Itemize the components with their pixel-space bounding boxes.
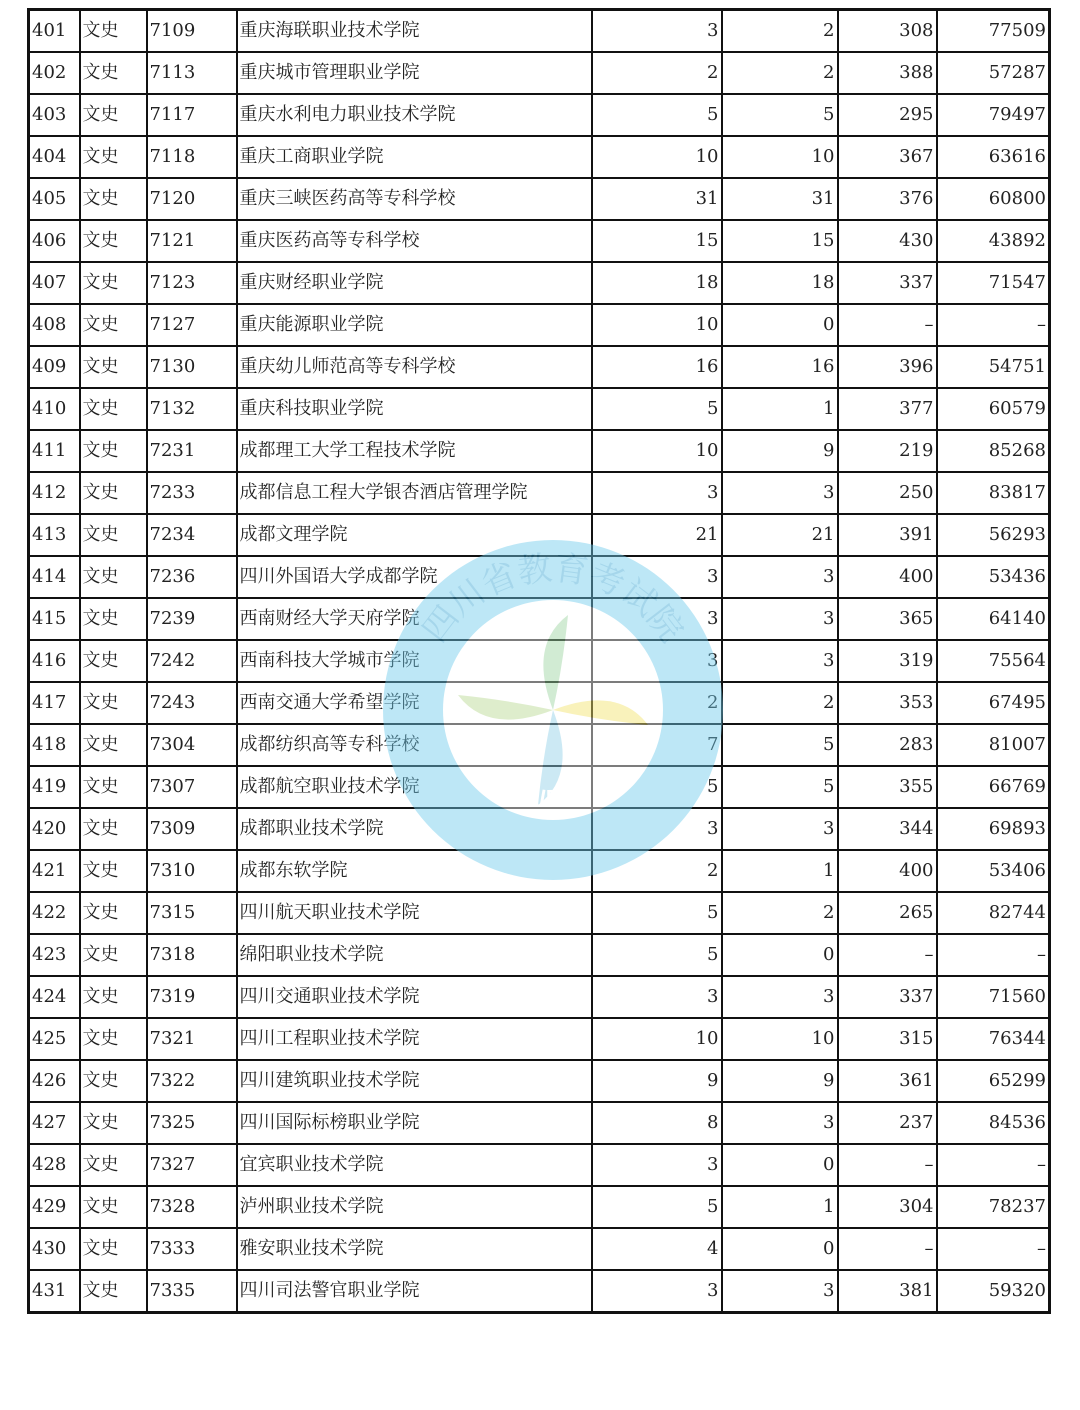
cell-plan-count: 3 xyxy=(592,10,722,53)
cell-school-code: 7123 xyxy=(147,262,237,304)
cell-row-number: 401 xyxy=(29,10,80,53)
cell-school-name: 重庆三峡医药高等专科学校 xyxy=(237,178,592,220)
cell-min-score: 365 xyxy=(838,598,937,640)
cell-school-code: 7322 xyxy=(147,1060,237,1102)
cell-min-score: 376 xyxy=(838,178,937,220)
cell-min-rank: 43892 xyxy=(937,220,1050,262)
cell-min-rank: 67495 xyxy=(937,682,1050,724)
cell-admitted-count: 0 xyxy=(722,304,838,346)
cell-row-number: 420 xyxy=(29,808,80,850)
cell-school-code: 7318 xyxy=(147,934,237,976)
cell-category: 文史 xyxy=(80,1186,147,1228)
table-row xyxy=(29,808,1050,850)
cell-school-name: 重庆城市管理职业学院 xyxy=(237,52,592,94)
cell-row-number: 423 xyxy=(29,934,80,976)
cell-school-name: 成都理工大学工程技术学院 xyxy=(237,430,592,472)
cell-plan-count: 10 xyxy=(592,1018,722,1060)
cell-admitted-count: 2 xyxy=(722,10,838,53)
table-row xyxy=(29,346,1050,388)
cell-category: 文史 xyxy=(80,472,147,514)
cell-school-name: 西南财经大学天府学院 xyxy=(237,598,592,640)
cell-row-number: 414 xyxy=(29,556,80,598)
cell-school-code: 7239 xyxy=(147,598,237,640)
cell-row-number: 416 xyxy=(29,640,80,682)
cell-category: 文史 xyxy=(80,682,147,724)
cell-admitted-count: 3 xyxy=(722,1102,838,1144)
cell-row-number: 408 xyxy=(29,304,80,346)
cell-school-code: 7310 xyxy=(147,850,237,892)
cell-plan-count: 3 xyxy=(592,808,722,850)
cell-school-code: 7117 xyxy=(147,94,237,136)
cell-row-number: 405 xyxy=(29,178,80,220)
cell-category: 文史 xyxy=(80,10,147,53)
cell-school-name: 雅安职业技术学院 xyxy=(237,1228,592,1270)
cell-school-name: 重庆财经职业学院 xyxy=(237,262,592,304)
cell-school-name: 西南科技大学城市学院 xyxy=(237,640,592,682)
cell-school-name: 重庆科技职业学院 xyxy=(237,388,592,430)
cell-plan-count: 5 xyxy=(592,766,722,808)
table-row xyxy=(29,136,1050,178)
cell-admitted-count: 10 xyxy=(722,1018,838,1060)
cell-min-score: 396 xyxy=(838,346,937,388)
cell-min-score: 265 xyxy=(838,892,937,934)
table-row xyxy=(29,850,1050,892)
cell-row-number: 421 xyxy=(29,850,80,892)
cell-min-score: 361 xyxy=(838,1060,937,1102)
cell-school-code: 7109 xyxy=(147,10,237,53)
cell-category: 文史 xyxy=(80,1228,147,1270)
cell-school-name: 四川交通职业技术学院 xyxy=(237,976,592,1018)
cell-category: 文史 xyxy=(80,388,147,430)
cell-school-code: 7335 xyxy=(147,1270,237,1313)
cell-category: 文史 xyxy=(80,640,147,682)
cell-school-code: 7328 xyxy=(147,1186,237,1228)
cell-min-rank: – xyxy=(937,304,1050,346)
cell-admitted-count: 15 xyxy=(722,220,838,262)
cell-min-rank: 75564 xyxy=(937,640,1050,682)
cell-school-code: 7242 xyxy=(147,640,237,682)
cell-min-rank: 81007 xyxy=(937,724,1050,766)
cell-admitted-count: 3 xyxy=(722,640,838,682)
table-row xyxy=(29,1228,1050,1270)
cell-min-rank: 59320 xyxy=(937,1270,1050,1313)
table-row xyxy=(29,1102,1050,1144)
cell-plan-count: 5 xyxy=(592,934,722,976)
cell-admitted-count: 9 xyxy=(722,1060,838,1102)
cell-row-number: 412 xyxy=(29,472,80,514)
cell-min-rank: – xyxy=(937,1144,1050,1186)
cell-category: 文史 xyxy=(80,1102,147,1144)
cell-row-number: 429 xyxy=(29,1186,80,1228)
cell-school-code: 7321 xyxy=(147,1018,237,1060)
cell-admitted-count: 0 xyxy=(722,934,838,976)
cell-category: 文史 xyxy=(80,598,147,640)
cell-school-name: 重庆工商职业学院 xyxy=(237,136,592,178)
cell-admitted-count: 1 xyxy=(722,388,838,430)
cell-admitted-count: 0 xyxy=(722,1228,838,1270)
cell-school-code: 7307 xyxy=(147,766,237,808)
cell-admitted-count: 1 xyxy=(722,1186,838,1228)
table-row xyxy=(29,766,1050,808)
cell-min-score: 355 xyxy=(838,766,937,808)
cell-school-name: 四川工程职业技术学院 xyxy=(237,1018,592,1060)
cell-category: 文史 xyxy=(80,724,147,766)
cell-row-number: 411 xyxy=(29,430,80,472)
cell-school-name: 四川国际标榜职业学院 xyxy=(237,1102,592,1144)
cell-school-code: 7327 xyxy=(147,1144,237,1186)
watermark-text-top: 四川省教育考试院 xyxy=(414,548,692,650)
cell-min-score: – xyxy=(838,1228,937,1270)
table-row xyxy=(29,598,1050,640)
table-row xyxy=(29,304,1050,346)
cell-admitted-count: 10 xyxy=(722,136,838,178)
cell-admitted-count: 1 xyxy=(722,850,838,892)
cell-admitted-count: 16 xyxy=(722,346,838,388)
cell-min-rank: 64140 xyxy=(937,598,1050,640)
cell-row-number: 406 xyxy=(29,220,80,262)
cell-school-name: 成都职业技术学院 xyxy=(237,808,592,850)
cell-plan-count: 3 xyxy=(592,472,722,514)
cell-plan-count: 3 xyxy=(592,1270,722,1313)
cell-min-rank: 84536 xyxy=(937,1102,1050,1144)
table-row xyxy=(29,976,1050,1018)
cell-min-rank: 77509 xyxy=(937,10,1050,53)
cell-min-rank: 83817 xyxy=(937,472,1050,514)
cell-school-name: 重庆能源职业学院 xyxy=(237,304,592,346)
cell-row-number: 431 xyxy=(29,1270,80,1313)
cell-min-score: 391 xyxy=(838,514,937,556)
cell-min-rank: – xyxy=(937,1228,1050,1270)
cell-min-rank: 71547 xyxy=(937,262,1050,304)
cell-school-code: 7309 xyxy=(147,808,237,850)
cell-category: 文史 xyxy=(80,556,147,598)
table-row xyxy=(29,1060,1050,1102)
cell-min-score: 353 xyxy=(838,682,937,724)
cell-admitted-count: 5 xyxy=(722,94,838,136)
cell-school-code: 7319 xyxy=(147,976,237,1018)
cell-min-score: 344 xyxy=(838,808,937,850)
table-row xyxy=(29,262,1050,304)
table-row xyxy=(29,388,1050,430)
cell-admitted-count: 2 xyxy=(722,682,838,724)
cell-min-score: 250 xyxy=(838,472,937,514)
cell-admitted-count: 0 xyxy=(722,1144,838,1186)
cell-min-rank: 53436 xyxy=(937,556,1050,598)
cell-plan-count: 21 xyxy=(592,514,722,556)
cell-school-name: 重庆水利电力职业技术学院 xyxy=(237,94,592,136)
cell-admitted-count: 2 xyxy=(722,52,838,94)
cell-school-code: 7113 xyxy=(147,52,237,94)
cell-row-number: 422 xyxy=(29,892,80,934)
cell-category: 文史 xyxy=(80,178,147,220)
table-row xyxy=(29,1144,1050,1186)
cell-min-score: 388 xyxy=(838,52,937,94)
cell-admitted-count: 3 xyxy=(722,1270,838,1313)
cell-category: 文史 xyxy=(80,52,147,94)
cell-school-code: 7233 xyxy=(147,472,237,514)
cell-min-rank: 65299 xyxy=(937,1060,1050,1102)
cell-category: 文史 xyxy=(80,808,147,850)
cell-min-score: 337 xyxy=(838,976,937,1018)
cell-school-name: 成都航空职业技术学院 xyxy=(237,766,592,808)
cell-school-code: 7231 xyxy=(147,430,237,472)
cell-min-score: 367 xyxy=(838,136,937,178)
cell-admitted-count: 3 xyxy=(722,808,838,850)
cell-row-number: 419 xyxy=(29,766,80,808)
cell-row-number: 403 xyxy=(29,94,80,136)
table-row xyxy=(29,1270,1050,1313)
table-row xyxy=(29,10,1050,53)
cell-school-name: 绵阳职业技术学院 xyxy=(237,934,592,976)
cell-plan-count: 7 xyxy=(592,724,722,766)
cell-min-score: 430 xyxy=(838,220,937,262)
cell-category: 文史 xyxy=(80,430,147,472)
cell-school-name: 成都信息工程大学银杏酒店管理学院 xyxy=(237,472,592,514)
cell-school-name: 四川司法警官职业学院 xyxy=(237,1270,592,1313)
cell-school-name: 重庆幼儿师范高等专科学校 xyxy=(237,346,592,388)
cell-school-code: 7333 xyxy=(147,1228,237,1270)
cell-school-name: 成都纺织高等专科学校 xyxy=(237,724,592,766)
cell-admitted-count: 2 xyxy=(722,892,838,934)
cell-row-number: 402 xyxy=(29,52,80,94)
cell-plan-count: 5 xyxy=(592,1186,722,1228)
cell-admitted-count: 3 xyxy=(722,976,838,1018)
cell-category: 文史 xyxy=(80,346,147,388)
cell-category: 文史 xyxy=(80,514,147,556)
cell-school-name: 成都文理学院 xyxy=(237,514,592,556)
cell-min-score: – xyxy=(838,934,937,976)
cell-admitted-count: 3 xyxy=(722,598,838,640)
table-row xyxy=(29,640,1050,682)
cell-min-rank: 76344 xyxy=(937,1018,1050,1060)
cell-admitted-count: 3 xyxy=(722,556,838,598)
cell-row-number: 425 xyxy=(29,1018,80,1060)
cell-plan-count: 3 xyxy=(592,598,722,640)
cell-plan-count: 5 xyxy=(592,94,722,136)
cell-min-rank: 69893 xyxy=(937,808,1050,850)
cell-school-code: 7130 xyxy=(147,346,237,388)
table-row xyxy=(29,724,1050,766)
cell-admitted-count: 9 xyxy=(722,430,838,472)
table-row xyxy=(29,1186,1050,1228)
cell-row-number: 424 xyxy=(29,976,80,1018)
cell-plan-count: 5 xyxy=(592,388,722,430)
table-row xyxy=(29,178,1050,220)
cell-plan-count: 10 xyxy=(592,136,722,178)
cell-category: 文史 xyxy=(80,304,147,346)
cell-school-code: 7325 xyxy=(147,1102,237,1144)
cell-category: 文史 xyxy=(80,934,147,976)
cell-min-rank: 79497 xyxy=(937,94,1050,136)
cell-category: 文史 xyxy=(80,220,147,262)
cell-school-code: 7118 xyxy=(147,136,237,178)
cell-plan-count: 15 xyxy=(592,220,722,262)
cell-admitted-count: 31 xyxy=(722,178,838,220)
cell-row-number: 409 xyxy=(29,346,80,388)
cell-school-name: 成都东软学院 xyxy=(237,850,592,892)
cell-school-code: 7304 xyxy=(147,724,237,766)
cell-admitted-count: 5 xyxy=(722,724,838,766)
cell-school-name: 重庆海联职业技术学院 xyxy=(237,10,592,53)
cell-min-rank: 54751 xyxy=(937,346,1050,388)
table-row xyxy=(29,514,1050,556)
cell-plan-count: 10 xyxy=(592,430,722,472)
cell-row-number: 407 xyxy=(29,262,80,304)
cell-min-rank: 78237 xyxy=(937,1186,1050,1228)
cell-min-score: 400 xyxy=(838,850,937,892)
cell-row-number: 427 xyxy=(29,1102,80,1144)
cell-plan-count: 9 xyxy=(592,1060,722,1102)
cell-row-number: 410 xyxy=(29,388,80,430)
cell-min-rank: 71560 xyxy=(937,976,1050,1018)
cell-category: 文史 xyxy=(80,766,147,808)
table-row xyxy=(29,682,1050,724)
cell-school-code: 7243 xyxy=(147,682,237,724)
cell-min-rank: 63616 xyxy=(937,136,1050,178)
table-row xyxy=(29,430,1050,472)
cell-school-code: 7120 xyxy=(147,178,237,220)
cell-school-name: 重庆医药高等专科学校 xyxy=(237,220,592,262)
cell-school-name: 泸州职业技术学院 xyxy=(237,1186,592,1228)
table-row xyxy=(29,472,1050,514)
cell-admitted-count: 18 xyxy=(722,262,838,304)
cell-plan-count: 2 xyxy=(592,850,722,892)
cell-min-rank: – xyxy=(937,934,1050,976)
cell-row-number: 404 xyxy=(29,136,80,178)
cell-min-score: – xyxy=(838,1144,937,1186)
cell-min-score: 319 xyxy=(838,640,937,682)
cell-category: 文史 xyxy=(80,1018,147,1060)
cell-school-name: 宜宾职业技术学院 xyxy=(237,1144,592,1186)
cell-plan-count: 8 xyxy=(592,1102,722,1144)
cell-min-rank: 82744 xyxy=(937,892,1050,934)
table-row xyxy=(29,934,1050,976)
cell-school-code: 7132 xyxy=(147,388,237,430)
cell-min-rank: 53406 xyxy=(937,850,1050,892)
cell-category: 文史 xyxy=(80,262,147,304)
cell-row-number: 426 xyxy=(29,1060,80,1102)
cell-admitted-count: 3 xyxy=(722,472,838,514)
cell-school-name: 四川外国语大学成都学院 xyxy=(237,556,592,598)
cell-category: 文史 xyxy=(80,94,147,136)
cell-plan-count: 10 xyxy=(592,304,722,346)
cell-min-score: 400 xyxy=(838,556,937,598)
cell-min-score: 337 xyxy=(838,262,937,304)
table-row xyxy=(29,94,1050,136)
cell-row-number: 415 xyxy=(29,598,80,640)
admission-table xyxy=(27,8,1051,1314)
cell-row-number: 418 xyxy=(29,724,80,766)
cell-category: 文史 xyxy=(80,136,147,178)
cell-min-score: 304 xyxy=(838,1186,937,1228)
table-row xyxy=(29,892,1050,934)
cell-school-name: 西南交通大学希望学院 xyxy=(237,682,592,724)
cell-min-score: 283 xyxy=(838,724,937,766)
cell-plan-count: 5 xyxy=(592,892,722,934)
cell-row-number: 417 xyxy=(29,682,80,724)
cell-category: 文史 xyxy=(80,976,147,1018)
cell-min-rank: 56293 xyxy=(937,514,1050,556)
cell-plan-count: 3 xyxy=(592,556,722,598)
cell-school-code: 7121 xyxy=(147,220,237,262)
cell-row-number: 413 xyxy=(29,514,80,556)
cell-plan-count: 3 xyxy=(592,640,722,682)
cell-row-number: 430 xyxy=(29,1228,80,1270)
watermark-text-bottom: SNEEA xyxy=(501,775,605,820)
cell-category: 文史 xyxy=(80,850,147,892)
cell-plan-count: 18 xyxy=(592,262,722,304)
table-row xyxy=(29,220,1050,262)
cell-row-number: 428 xyxy=(29,1144,80,1186)
cell-category: 文史 xyxy=(80,1144,147,1186)
cell-plan-count: 16 xyxy=(592,346,722,388)
cell-plan-count: 2 xyxy=(592,682,722,724)
cell-school-code: 7234 xyxy=(147,514,237,556)
cell-plan-count: 2 xyxy=(592,52,722,94)
cell-min-score: 219 xyxy=(838,430,937,472)
table-row xyxy=(29,556,1050,598)
cell-school-code: 7236 xyxy=(147,556,237,598)
cell-min-rank: 66769 xyxy=(937,766,1050,808)
cell-min-score: 295 xyxy=(838,94,937,136)
cell-category: 文史 xyxy=(80,892,147,934)
cell-school-code: 7127 xyxy=(147,304,237,346)
cell-category: 文史 xyxy=(80,1060,147,1102)
cell-min-rank: 60579 xyxy=(937,388,1050,430)
cell-admitted-count: 5 xyxy=(722,766,838,808)
cell-plan-count: 3 xyxy=(592,1144,722,1186)
cell-school-name: 四川航天职业技术学院 xyxy=(237,892,592,934)
cell-min-score: 308 xyxy=(838,10,937,53)
cell-min-score: 237 xyxy=(838,1102,937,1144)
cell-plan-count: 4 xyxy=(592,1228,722,1270)
table-row xyxy=(29,1018,1050,1060)
cell-school-code: 7315 xyxy=(147,892,237,934)
cell-min-rank: 60800 xyxy=(937,178,1050,220)
cell-category: 文史 xyxy=(80,1270,147,1313)
table-row xyxy=(29,52,1050,94)
cell-min-rank: 85268 xyxy=(937,430,1050,472)
cell-min-score: 315 xyxy=(838,1018,937,1060)
cell-school-name: 四川建筑职业技术学院 xyxy=(237,1060,592,1102)
cell-min-score: 381 xyxy=(838,1270,937,1313)
cell-plan-count: 31 xyxy=(592,178,722,220)
cell-min-score: 377 xyxy=(838,388,937,430)
cell-admitted-count: 21 xyxy=(722,514,838,556)
cell-plan-count: 3 xyxy=(592,976,722,1018)
cell-min-score: – xyxy=(838,304,937,346)
cell-min-rank: 57287 xyxy=(937,52,1050,94)
